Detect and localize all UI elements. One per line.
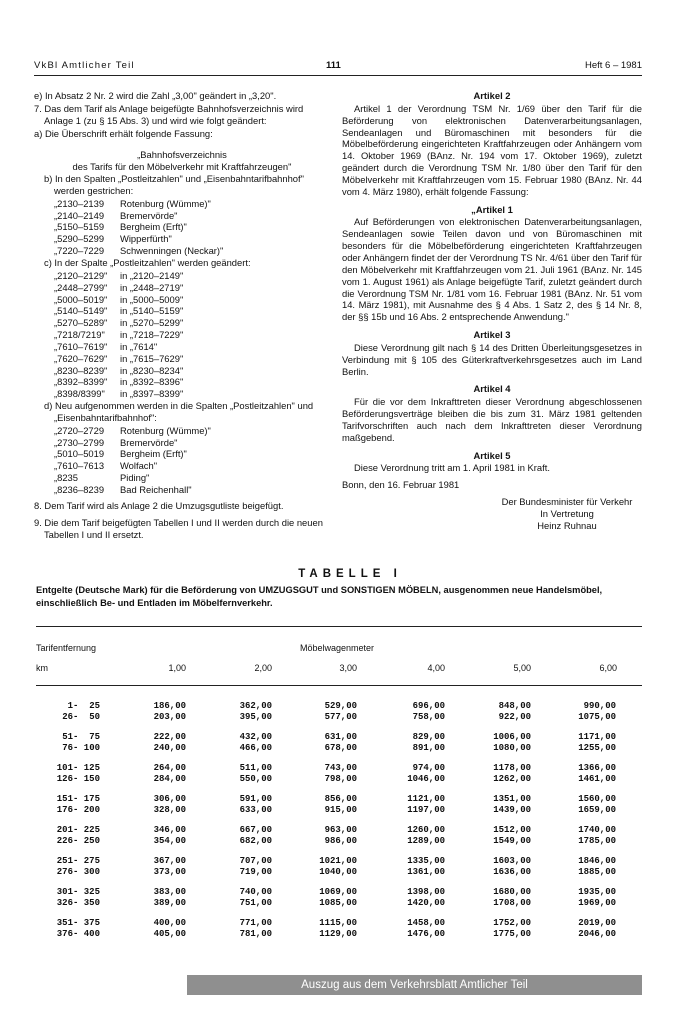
table-cell: 203,00 <box>153 712 186 722</box>
table-cell: 1351,00 <box>493 794 531 804</box>
page-number: 111 <box>326 60 341 71</box>
table-row-group <box>36 763 642 785</box>
table-cell: 405,00 <box>153 929 186 939</box>
list-item <box>34 484 330 496</box>
table-cell: 1512,00 <box>493 825 531 835</box>
list-item-value: in „5270–5299" <box>120 317 184 329</box>
artikel-3-text: Diese Verordnung gilt nach § 14 des Dritten Überleitungsgesetzes in Verbindung mit § 105 des Güterkraftverkehrsgesetzes auch im Land Berlin. <box>342 341 642 377</box>
table-cell: 1398,00 <box>407 887 445 897</box>
list-item-key: „8235 <box>54 472 78 484</box>
table-cell: 633,00 <box>239 805 272 815</box>
list-item <box>34 210 330 222</box>
list-item-key: „5010–5019 <box>54 448 105 460</box>
table-cell: 346,00 <box>153 825 186 835</box>
list-item-key: „5150–5159 <box>54 221 105 233</box>
table-cell: 1289,00 <box>407 836 445 846</box>
table-cell: 1085,00 <box>319 898 357 908</box>
table-cell: 1046,00 <box>407 774 445 784</box>
table-cell: 222,00 <box>153 732 186 742</box>
list-item-key: „7620–7629" <box>54 352 108 364</box>
list-item <box>34 317 330 329</box>
distance-range: 1- 25 <box>67 701 100 711</box>
item-7: 7. Das dem Tarif als Anlage beigefügte Bahnhofsverzeichnis wird Anlage 1 (zu § 15 Abs. 3) und wird wie folgt geändert: <box>34 102 304 126</box>
item-7d: d) Neu aufgenommen werden in die Spalten „Postleitzahlen" und „Eisenbahntarifbahnhof": <box>44 400 314 423</box>
list-item <box>34 294 330 306</box>
table-row <box>36 794 642 805</box>
quote-line-1: „Bahnhofsverzeichnis <box>137 149 227 161</box>
distance-range: 176- 200 <box>56 805 100 815</box>
list-item <box>34 448 330 460</box>
table-cell: 2019,00 <box>578 918 616 928</box>
list-item-key: „2140–2149 <box>54 209 105 221</box>
list-item-key: „7610–7613 <box>54 460 105 472</box>
artikel-2-title: Artikel 2 <box>473 90 511 101</box>
table-cell: 284,00 <box>153 774 186 784</box>
item-7b: b) In den Spalten „Postleitzahlen" und „Eisenbahntarifbahnhof" werden gestrichen: <box>44 173 304 196</box>
list-item-value: Bremervörde" <box>120 436 178 448</box>
table-row <box>36 867 642 878</box>
list-item-value: in „8392–8396" <box>120 376 184 388</box>
table-cell: 1636,00 <box>493 867 531 877</box>
table-row-group <box>36 887 642 909</box>
table-row <box>36 732 642 743</box>
table-cell: 1603,00 <box>493 856 531 866</box>
table-cell: 1740,00 <box>578 825 616 835</box>
table-cell: 1752,00 <box>493 918 531 928</box>
list-item-key: „7218/7219" <box>54 329 105 341</box>
table-cell: 1171,00 <box>578 732 616 742</box>
list-item-value: Wipperfürth" <box>120 233 172 245</box>
list-item <box>34 341 330 353</box>
list-item-value: Schwenningen (Neckar)" <box>120 245 224 257</box>
table-cell: 631,00 <box>324 732 357 742</box>
artikel-4-text: Für die vor dem Inkrafttreten dieser Verordnung abgeschlossenen Beförderungsverträge bleiben die bis zum 31. März 1981 geltenden Tarifvorschriften auch nach dem Inkrafttreten dieser Verordnung maßgebend. <box>342 396 642 443</box>
table-top-rule <box>36 626 642 627</box>
table-cell: 667,00 <box>239 825 272 835</box>
table-cell: 1885,00 <box>578 867 616 877</box>
artikel-5-title: Artikel 5 <box>473 449 511 461</box>
list-item-value: Piding" <box>120 472 150 484</box>
table-cell: 1549,00 <box>493 836 531 846</box>
artikel-3-title: Artikel 3 <box>473 329 511 341</box>
distance-range: 301- 325 <box>56 887 100 897</box>
distance-range: 51- 75 <box>62 732 100 742</box>
list-item-value: in „8230–8234" <box>120 364 184 376</box>
table-cell: 1080,00 <box>493 743 531 753</box>
col-header-5: 5,00 <box>513 663 531 673</box>
table-cell: 1075,00 <box>578 712 616 722</box>
list-d <box>34 425 330 496</box>
list-item-key: „5290–5299 <box>54 233 105 245</box>
col-header-1: 1,00 <box>168 663 186 673</box>
list-item <box>34 282 330 294</box>
header-rule <box>34 75 642 76</box>
list-item-value: in „2448–2719" <box>120 281 184 293</box>
table-cell: 432,00 <box>239 732 272 742</box>
table-cell: 1178,00 <box>493 763 531 773</box>
distance-range: 376- 400 <box>56 929 100 939</box>
table-cell: 367,00 <box>153 856 186 866</box>
table-row <box>36 701 642 712</box>
table-cell: 186,00 <box>153 701 186 711</box>
table-cell: 696,00 <box>412 701 445 711</box>
table-cell: 1262,00 <box>493 774 531 784</box>
table-cell: 1935,00 <box>578 887 616 897</box>
list-item-key: „2448–2799" <box>54 281 108 293</box>
list-item <box>34 233 330 245</box>
list-item-key: „2130–2139 <box>54 197 105 209</box>
list-item <box>34 305 330 317</box>
list-item-value: in „2120–2149" <box>120 269 184 281</box>
table-cell: 1021,00 <box>319 856 357 866</box>
table-cell: 856,00 <box>324 794 357 804</box>
list-item-key: „7610–7619" <box>54 340 108 352</box>
list-item <box>34 388 330 400</box>
table-cell: 848,00 <box>498 701 531 711</box>
table-cell: 240,00 <box>153 743 186 753</box>
distance-range: 226- 250 <box>56 836 100 846</box>
table-cell: 829,00 <box>412 732 445 742</box>
table-cell: 1560,00 <box>578 794 616 804</box>
list-b <box>34 198 330 257</box>
table-row <box>36 743 642 754</box>
list-item <box>34 198 330 210</box>
table-cell: 922,00 <box>498 712 531 722</box>
item-7c: c) In der Spalte „Postleitzahlen" werden geändert: <box>44 256 251 268</box>
artikel-1-quote-text: Auf Beförderungen von elektronischen Datenverarbeitungsanlagen, Sendeanlagen sowie Teilen davon und von Büromaschinen mit besonders für die Möbelbeförderung eingerichteten Kraftfahrzeugen oder Anhängern findet der der Verordnung TS Nr. 4/61 über den Tarif für den Möbelverkehr mit Kraftfahrzeugen vom 21. Juli 1961 (BAnz. Nr. 145 vom 1. August 1961) als Anlage beigefügte Tarif, zuletzt geändert durch die Verordnung TSM Nr. 1/81 vom 16. Februar 1981 (BAnz. Nr. 51 vom 14. März 1981), mit Ausnahme des § 4 Abs. 1 Satz 2, des § 14 Nr. 8, der §§ 15b und 16 Abs. 2 entsprechende Anwendung." <box>342 216 642 323</box>
item-8: 8. Dem Tarif wird als Anlage 2 die Umzugsgutliste beigefügt. <box>34 499 284 511</box>
table-cell: 986,00 <box>324 836 357 846</box>
table-row-group <box>36 856 642 878</box>
table-row <box>36 856 642 867</box>
table-header-rule <box>36 685 642 686</box>
table-cell: 891,00 <box>412 743 445 753</box>
list-item-key: „7220–7229 <box>54 245 105 257</box>
item-e: e) In Absatz 2 Nr. 2 wird die Zahl „3,00" geändert in „3,20". <box>34 90 277 101</box>
list-item-value: in „7614" <box>120 340 158 352</box>
table-cell: 1121,00 <box>407 794 445 804</box>
list-item-value: in „5140–5159" <box>120 305 184 317</box>
page-header <box>34 60 642 74</box>
table-row <box>36 898 642 909</box>
table-row-group <box>36 918 642 940</box>
table-cell: 678,00 <box>324 743 357 753</box>
list-item <box>34 353 330 365</box>
table-row <box>36 918 642 929</box>
table-cell: 1040,00 <box>319 867 357 877</box>
table-cell: 1775,00 <box>493 929 531 939</box>
table-row <box>36 825 642 836</box>
list-item <box>34 270 330 282</box>
table-row-group <box>36 701 642 723</box>
list-item-key: „2720–2729 <box>54 424 105 436</box>
table-cell: 682,00 <box>239 836 272 846</box>
list-item-key: „5140–5149" <box>54 305 108 317</box>
table-cell: 781,00 <box>239 929 272 939</box>
table-cell: 1366,00 <box>578 763 616 773</box>
list-item-value: Wolfach" <box>120 460 158 472</box>
col-header-6: 6,00 <box>599 663 617 673</box>
footer-banner: Auszug aus dem Verkehrsblatt Amtlicher Teil <box>187 975 642 995</box>
list-item-key: „5000–5019" <box>54 293 108 305</box>
table-cell: 1680,00 <box>493 887 531 897</box>
header-tarifentfernung: Tarifentfernung <box>36 643 97 653</box>
signature-title: Der Bundesminister für Verkehr <box>501 496 633 508</box>
list-item-value: in „8397–8399" <box>120 388 184 400</box>
table-cell: 400,00 <box>153 918 186 928</box>
table-cell: 743,00 <box>324 763 357 773</box>
tariff-table-body <box>36 701 642 949</box>
artikel-5-text: Diese Verordnung tritt am 1. April 1981 in Kraft. <box>354 462 550 474</box>
list-item-value: Bergheim (Erft)" <box>120 448 187 460</box>
table-row <box>36 763 642 774</box>
table-cell: 974,00 <box>412 763 445 773</box>
table-cell: 1006,00 <box>493 732 531 742</box>
artikel-4-title: Artikel 4 <box>473 383 511 395</box>
table-cell: 798,00 <box>324 774 357 784</box>
table-cell: 2046,00 <box>578 929 616 939</box>
table-cell: 915,00 <box>324 805 357 815</box>
table-cell: 963,00 <box>324 825 357 835</box>
list-item-value: Rotenburg (Wümme)" <box>120 197 211 209</box>
table-cell: 1069,00 <box>319 887 357 897</box>
distance-range: 276- 300 <box>56 867 100 877</box>
left-column <box>34 90 330 541</box>
list-item-key: „5270–5289" <box>54 317 108 329</box>
table-row <box>36 887 642 898</box>
list-item <box>34 376 330 388</box>
list-item <box>34 329 330 341</box>
table-cell: 362,00 <box>239 701 272 711</box>
list-item-value: Rotenburg (Wümme)" <box>120 424 211 436</box>
right-column <box>342 90 642 532</box>
table-cell: 1476,00 <box>407 929 445 939</box>
table-cell: 354,00 <box>153 836 186 846</box>
table-cell: 511,00 <box>239 763 272 773</box>
table-row <box>36 712 642 723</box>
distance-range: 151- 175 <box>56 794 100 804</box>
table-cell: 395,00 <box>239 712 272 722</box>
table-cell: 1129,00 <box>319 929 357 939</box>
list-item <box>34 365 330 377</box>
distance-range: 251- 275 <box>56 856 100 866</box>
list-item-value: in „7218–7229" <box>120 329 184 341</box>
distance-range: 26- 50 <box>62 712 100 722</box>
list-item-value: Bremervörde" <box>120 209 178 221</box>
table-cell: 1115,00 <box>319 918 357 928</box>
distance-range: 326- 350 <box>56 898 100 908</box>
table-row <box>36 774 642 785</box>
col-header-2: 2,00 <box>254 663 272 673</box>
table-cell: 373,00 <box>153 867 186 877</box>
table-cell: 550,00 <box>239 774 272 784</box>
table-description: Entgelte (Deutsche Mark) für die Beförderung von UMZUGSGUT und SONSTIGEN MÖBELN, ausgenommen neue Handelsmöbel, einschließlich Be- und Entladen im Möbelfernverkehr. <box>36 585 603 609</box>
table-cell: 990,00 <box>583 701 616 711</box>
table-row <box>36 929 642 940</box>
table-cell: 577,00 <box>324 712 357 722</box>
list-item-key: „8230–8239" <box>54 364 108 376</box>
item-9: 9. Die dem Tarif beigefügten Tabellen I und II werden durch die neuen Tabellen I und II ersetzt. <box>34 516 323 540</box>
table-cell: 1335,00 <box>407 856 445 866</box>
list-item <box>34 460 330 472</box>
table-row-group <box>36 794 642 816</box>
table-row-group <box>36 732 642 754</box>
table-cell: 591,00 <box>239 794 272 804</box>
list-item-key: „8236–8239 <box>54 484 105 495</box>
table-cell: 1361,00 <box>407 867 445 877</box>
table-cell: 389,00 <box>153 898 186 908</box>
distance-range: 351- 375 <box>56 918 100 928</box>
table-row <box>36 836 642 847</box>
table-cell: 383,00 <box>153 887 186 897</box>
table-row-group <box>36 825 642 847</box>
list-item-value: in „7615–7629" <box>120 352 184 364</box>
list-item-key: „8392–8399" <box>54 376 108 388</box>
signature-name: Heinz Ruhnau <box>537 519 597 531</box>
list-item <box>34 437 330 449</box>
signature-deputy: In Vertretung <box>540 508 594 519</box>
table-cell: 1846,00 <box>578 856 616 866</box>
table-cell: 1439,00 <box>493 805 531 815</box>
header-moebelwagenmeter: Möbelwagenmeter <box>300 643 375 653</box>
header-publication: VkBl Amtlicher Teil <box>34 60 135 71</box>
table-cell: 1659,00 <box>578 805 616 815</box>
table-cell: 707,00 <box>239 856 272 866</box>
signing-date: Bonn, den 16. Februar 1981 <box>342 479 460 491</box>
artikel-2-text: Artikel 1 der Verordnung TSM Nr. 1/69 über den Tarif für die Beförderung von elektronischen Datenverarbeitungsanlagen, Sendeanlagen und Büromaschinen mit besonders für die Möbelbeförderung eingerichteten Kraftfahrzeugen oder Anhängern vom 14. Oktober 1969 (BAnz. Nr. 194 vom 17. Oktober 1969), zuletzt geändert durch die Verordnung TSM Nr. 1/80 über den Tarif für den Möbelverkehr mit Kraftfahrzeugen vom 15. Februar 1980 (BAnz. Nr. 44 vom 4. März 1980), erhält folgende Fassung: <box>342 102 642 197</box>
table-cell: 758,00 <box>412 712 445 722</box>
distance-range: 201- 225 <box>56 825 100 835</box>
list-item-key: „2730–2799 <box>54 436 105 448</box>
distance-range: 126- 150 <box>56 774 100 784</box>
table-cell: 328,00 <box>153 805 186 815</box>
table-cell: 719,00 <box>239 867 272 877</box>
table-cell: 264,00 <box>153 763 186 773</box>
table-cell: 1969,00 <box>578 898 616 908</box>
table-cell: 306,00 <box>153 794 186 804</box>
item-7a: a) Die Überschrift erhält folgende Fassung: <box>34 127 213 139</box>
table-cell: 1708,00 <box>493 898 531 908</box>
table-cell: 1197,00 <box>407 805 445 815</box>
table-cell: 751,00 <box>239 898 272 908</box>
table-cell: 1461,00 <box>578 774 616 784</box>
table-row <box>36 805 642 816</box>
list-item-key: „2120–2129" <box>54 269 108 281</box>
artikel-1-quote-title: „Artikel 1 <box>471 203 513 215</box>
col-header-4: 4,00 <box>427 663 445 673</box>
table-cell: 771,00 <box>239 918 272 928</box>
table-title: TABELLE I <box>298 568 402 580</box>
table-cell: 1785,00 <box>578 836 616 846</box>
table-cell: 1260,00 <box>407 825 445 835</box>
list-item-value: Bergheim (Erft)" <box>120 221 187 233</box>
table-cell: 1420,00 <box>407 898 445 908</box>
distance-range: 76- 100 <box>62 743 100 753</box>
header-issue: Heft 6 – 1981 <box>584 60 642 71</box>
quote-line-2: des Tarifs für den Möbelverkehr mit Kraftfahrzeugen" <box>72 161 292 173</box>
list-item <box>34 221 330 233</box>
col-header-3: 3,00 <box>339 663 357 673</box>
list-c <box>34 270 330 400</box>
list-item-key: „8398/8399" <box>54 388 105 400</box>
list-item-value: in „5000–5009" <box>120 293 184 305</box>
header-km: km <box>36 663 48 673</box>
list-item <box>34 472 330 484</box>
table-cell: 529,00 <box>324 701 357 711</box>
list-item-value: Bad Reichenhall" <box>120 484 192 495</box>
distance-range: 101- 125 <box>56 763 100 773</box>
table-cell: 466,00 <box>239 743 272 753</box>
table-cell: 740,00 <box>239 887 272 897</box>
list-item <box>34 245 330 257</box>
table-cell: 1255,00 <box>578 743 616 753</box>
table-cell: 1458,00 <box>407 918 445 928</box>
list-item <box>34 425 330 437</box>
